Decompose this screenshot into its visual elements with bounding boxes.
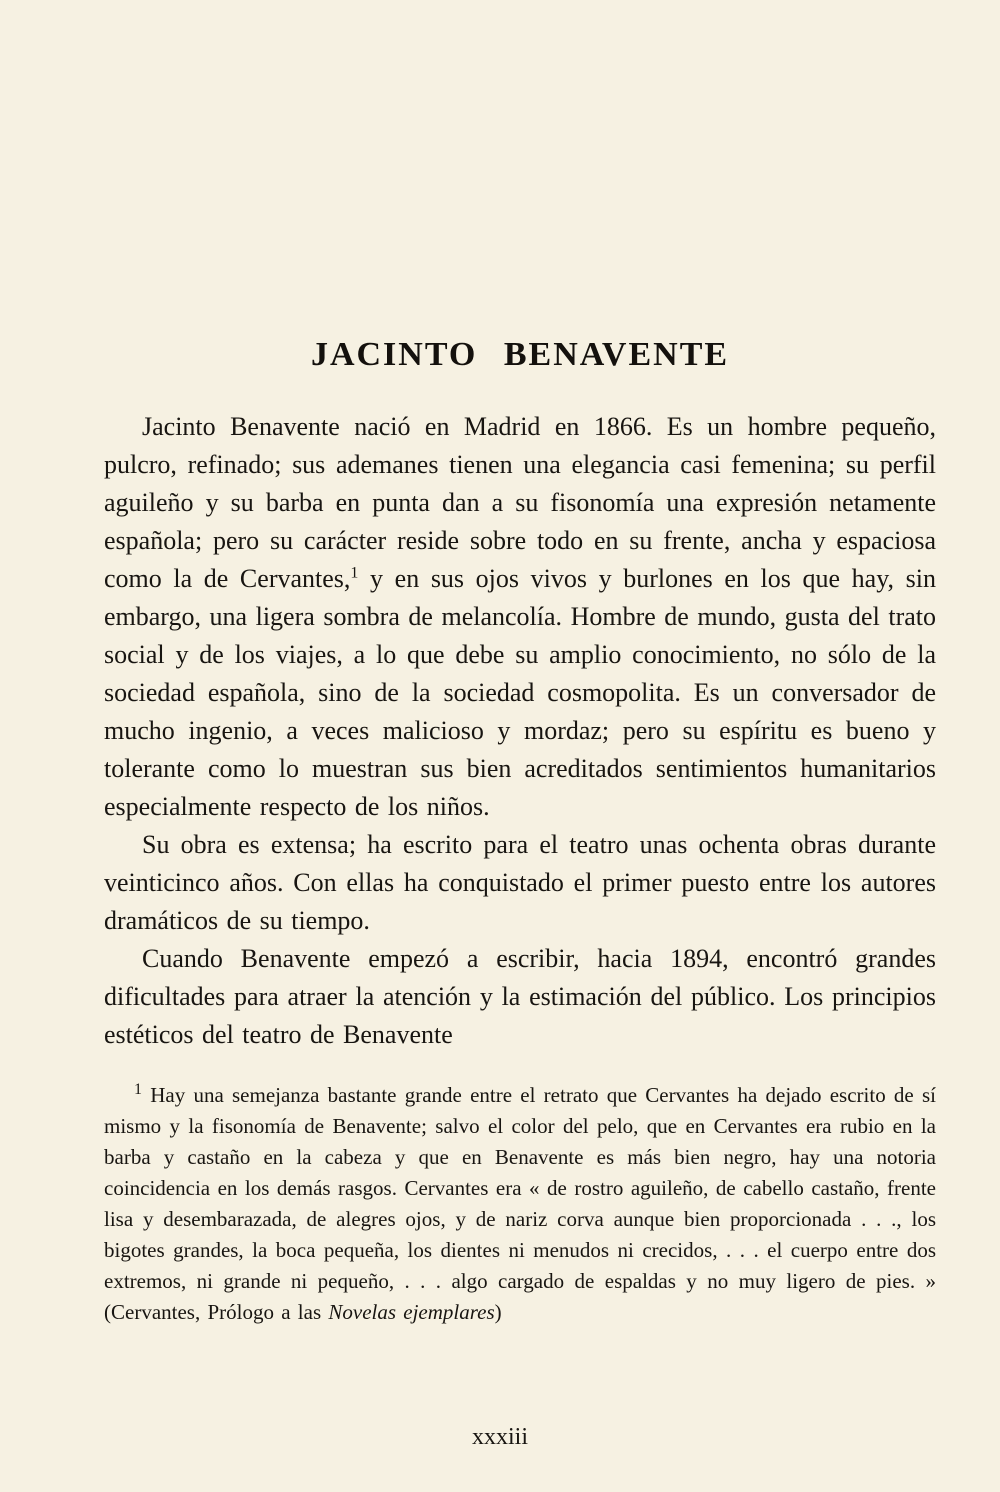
paragraph-2: Su obra es extensa; ha escrito para el teatro unas ochenta obras durante veinticinco años. Con ellas ha conquistado el primer puesto entre los autores dramáticos de su tiempo. <box>104 830 936 935</box>
paragraph-1 <box>104 408 936 826</box>
body-text <box>104 408 936 1054</box>
page-title: JACINTO BENAVENTE <box>310 336 730 373</box>
page-number: xxxiii <box>471 1424 528 1450</box>
paragraph-3: Cuando Benavente empezó a escribir, hacia 1894, encontró grandes dificultades para atraer la atención y la estimación del público. Los principios estéticos del teatro de Benavente <box>104 944 936 1049</box>
footnote-text: Hay una semejanza bastante grande entre el retrato que Cervantes ha dejado escrito de sí mismo y la fisonomía de Benavente; salvo el color del pelo, que en Cervantes era rubio en la barba y castaño en la cabeza y que en Benavente es más bien negro, hay una notoria coincidencia en los demás rasgos. Cervantes era « de rostro aguileño, de cabello castaño, frente lisa y desembarazada, de alegres ojos, y de nariz corva aunque bien proporcionada . . ., los bigotes grandes, la boca pequeña, los dientes ni menudos ni crecidos, . . . el cuerpo entre dos extremos, ni grande ni pequeño, . . . algo cargado de espaldas y no muy ligero de pies. » (Cervantes, Prólogo a las <box>104 1083 936 1324</box>
paragraph-1-text-a: Jacinto Benavente nació en Madrid en 1866. Es un hombre pequeño, pulcro, refinado; sus ademanes tienen una elegancia casi femenina; su perfil aguileño y su barba en punta dan a su fisonomía una expresión netamente española; pero su carácter reside sobre todo en su frente, ancha y espaciosa como la de Cervantes, <box>104 412 936 593</box>
footnote-reference-1: 1 <box>350 564 359 582</box>
footnote-book-title: Novelas ejemplares <box>328 1300 495 1324</box>
footnote-marker-1: 1 <box>134 1081 142 1098</box>
paragraph-1-text-b: y en sus ojos vivos y burlones en los que hay, sin embargo, una ligera sombra de melancolía. Hombre de mundo, gusta del trato social y de los viajes, a lo que debe su amplio conocimiento, no sólo de la sociedad española, sino de la sociedad cosmopolita. Es un conversador de mucho ingenio, a veces malicioso y mordaz; pero su espíritu es bueno y tolerante como lo muestran sus bien acreditados sentimientos humanitarios especialmente respecto de los niños. <box>104 564 936 821</box>
text-block <box>104 336 936 1328</box>
footnote <box>104 1080 936 1328</box>
footnote-text-end: ) <box>494 1300 502 1324</box>
